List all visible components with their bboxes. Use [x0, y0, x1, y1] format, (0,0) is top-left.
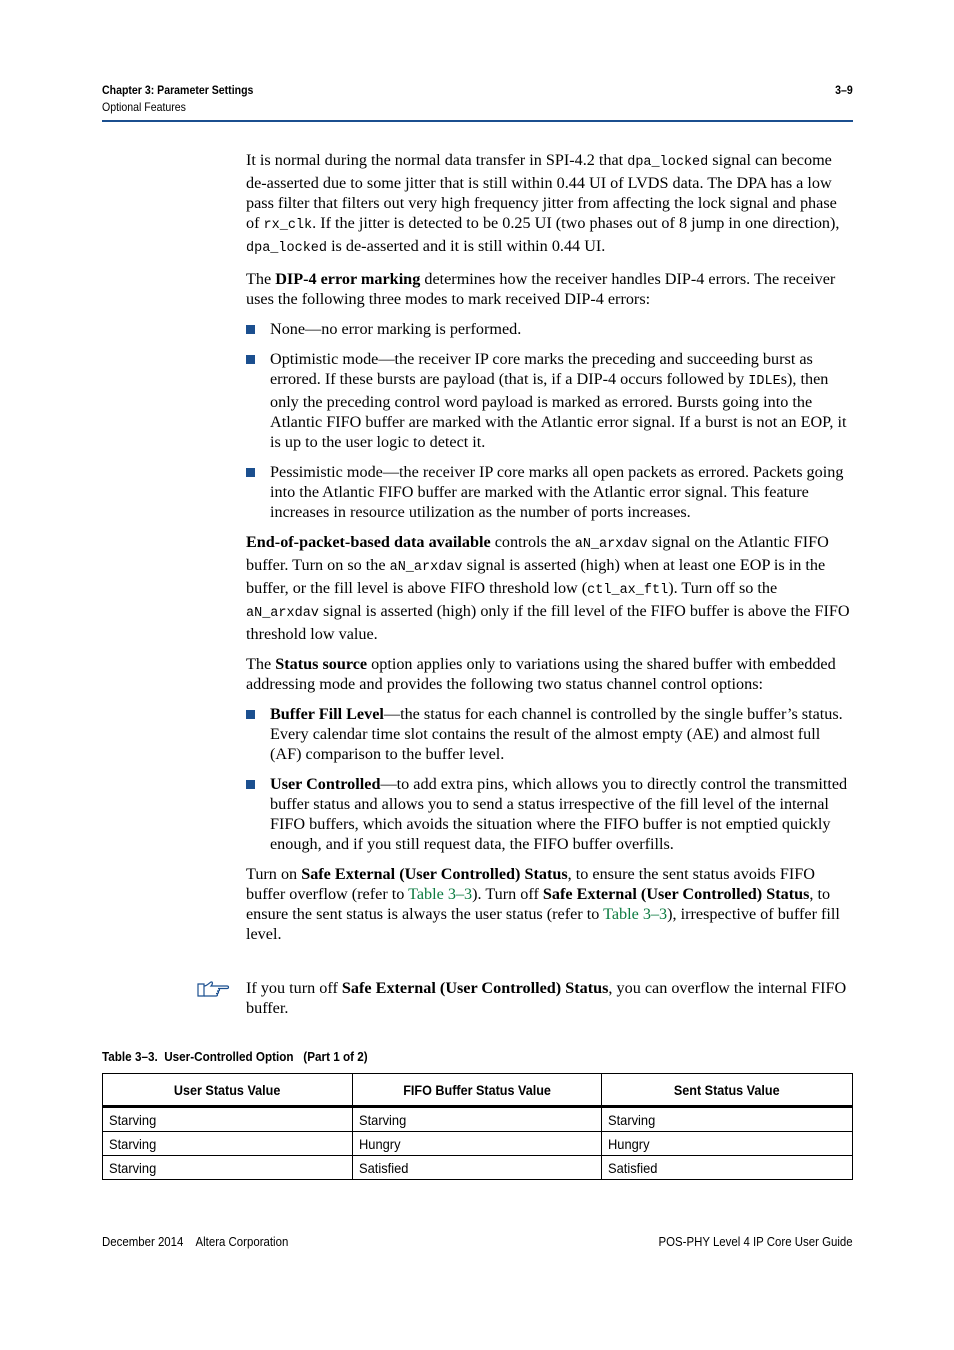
list-item: Buffer Fill Level—the status for each channel is controlled by the single buffer’s status. Every calendar time slot contains the result of the almost empty (AE) and almost full (AF) comparison to the buffer level. [246, 704, 854, 764]
footer-date-company: December 2014 Altera Corporation [102, 1234, 289, 1249]
table-cell: Starving [103, 1132, 353, 1156]
bullet-square-icon [246, 325, 255, 334]
signal-arxdav: aN_arxdav [246, 606, 319, 621]
list-item: Optimistic mode—the receiver IP core marks the preceding and succeeding burst as errored. If these bursts are payload (that is, if a DIP-4 occurs followed by IDLEs), then only the preceding control word payload is marked as errored. Bursts going into the Atlantic FIFO buffer are marked with the Atlantic error signal. If a burst is not an EOP, it is up to the user logic to detect it. [246, 349, 854, 452]
chapter-title: Chapter 3: Parameter Settings [102, 83, 254, 97]
note-text: If you turn off Safe External (User Controlled) Status, you can overflow the internal FIFO buffer. [246, 979, 847, 1017]
column-header: FIFO Buffer Status Value [352, 1074, 602, 1107]
footer-doc-title: POS-PHY Level 4 IP Core User Guide [658, 1234, 853, 1249]
table-cell: Satisfied [352, 1156, 602, 1180]
term-eop-data-available: End-of-packet-based data available [246, 533, 491, 551]
table-cell: Starving [103, 1156, 353, 1180]
signal-idle: IDLE [748, 374, 781, 389]
page-number: 3–9 [835, 83, 853, 97]
table-cell: Starving [103, 1107, 353, 1132]
term-status-source: Status source [275, 655, 368, 673]
table-caption: Table 3–3. User-Controlled Option (Part 1 of 2) [102, 1049, 368, 1064]
bullet-square-icon [246, 355, 255, 364]
signal-rx-clk: rx_clk [263, 218, 313, 233]
header-rule [102, 120, 853, 122]
bullet-square-icon [246, 468, 255, 477]
table-3-3-link[interactable]: Table 3–3 [603, 905, 668, 923]
page-footer [102, 1234, 853, 1249]
bullet-square-icon [246, 780, 255, 789]
table-cell: Starving [352, 1107, 602, 1132]
signal-dpa-locked: dpa_locked [246, 241, 328, 256]
pointing-hand-icon [196, 980, 230, 998]
table-row [103, 1156, 853, 1180]
page-header [102, 83, 853, 114]
note-block [196, 978, 856, 1018]
signal-arxdav: aN_arxdav [574, 537, 648, 552]
table-3-3-link[interactable]: Table 3–3 [408, 885, 473, 903]
section-title: Optional Features [102, 100, 186, 114]
dip4-modes-list [246, 319, 854, 522]
table-cell: Starving [602, 1107, 853, 1132]
paragraph-safe-external: Turn on Safe External (User Controlled) Status, to ensure the sent status avoids FIFO buffer overflow (refer to Table 3–3). Turn off Safe External (User Controlled) Status, to ensure the sent status is always the user status (refer to Table 3–3), irrespective of buffer fill level. [246, 865, 840, 943]
column-header: Sent Status Value [602, 1074, 853, 1107]
term-dip4-error-marking: DIP-4 error marking [275, 270, 421, 288]
signal-ctl-ax-ftl: ctl_ax_ftl [587, 583, 669, 598]
table-cell: Hungry [602, 1132, 853, 1156]
user-controlled-option-table [102, 1073, 853, 1180]
table-cell: Satisfied [602, 1156, 853, 1180]
status-options-list [246, 704, 854, 854]
column-header: User Status Value [103, 1074, 353, 1107]
body-text [246, 150, 854, 954]
paragraph-dpa: It is normal during the normal data transfer in SPI-4.2 that dpa_locked signal can become de-asserted due to some jitter that is still within 0.44 UI of LVDS data. The DPA has a low pass filter that filters out very high frequency jitter from affecting the lock signal and phase of rx_clk. If the jitter is detected to be 0.25 UI (two phases out of 8 jump in one direction), dpa_locked is de-asserted and it is still within 0.44 UI. [246, 151, 840, 256]
table-row [103, 1107, 853, 1132]
paragraph-status-source: The Status source option applies only to variations using the shared buffer with embedded addressing mode and provides the following two status channel control options: [246, 655, 836, 693]
list-item: None—no error marking is performed. [246, 319, 854, 339]
paragraph-eop: End-of-packet-based data available controls the aN_arxdav signal on the Atlantic FIFO buffer. Turn on so the aN_arxdav signal is asserted (high) when at least one EOP is in the buffer, or the fill level is above FIFO threshold low (ctl_ax_ftl). Turn off so the aN_arxdav signal is asserted (high) only if the fill level of the FIFO buffer is above the FIFO threshold low value. [246, 533, 850, 643]
list-item: User Controlled—to add extra pins, which allows you to directly control the transmitted buffer status and allows you to send a status irrespective of the fill level of the internal FIFO buffers, which avoids the situation where the FIFO buffer is not emptied quickly enough, and if you still request data, the FIFO buffer overfills. [246, 774, 854, 854]
list-item: Pessimistic mode—the receiver IP core marks all open packets as errored. Packets going into the Atlantic FIFO buffer are marked with the Atlantic error signal. This feature increases in resource utilization as the number of ports increases. [246, 462, 854, 522]
signal-arxdav: aN_arxdav [389, 560, 463, 575]
bullet-square-icon [246, 710, 255, 719]
table-cell: Hungry [352, 1132, 602, 1156]
signal-dpa-locked: dpa_locked [627, 155, 709, 170]
table-header-row [103, 1074, 853, 1107]
table-row [103, 1132, 853, 1156]
paragraph-dip4: The DIP-4 error marking determines how the receiver handles DIP-4 errors. The receiver uses the following three modes to mark received DIP-4 errors: [246, 270, 836, 308]
